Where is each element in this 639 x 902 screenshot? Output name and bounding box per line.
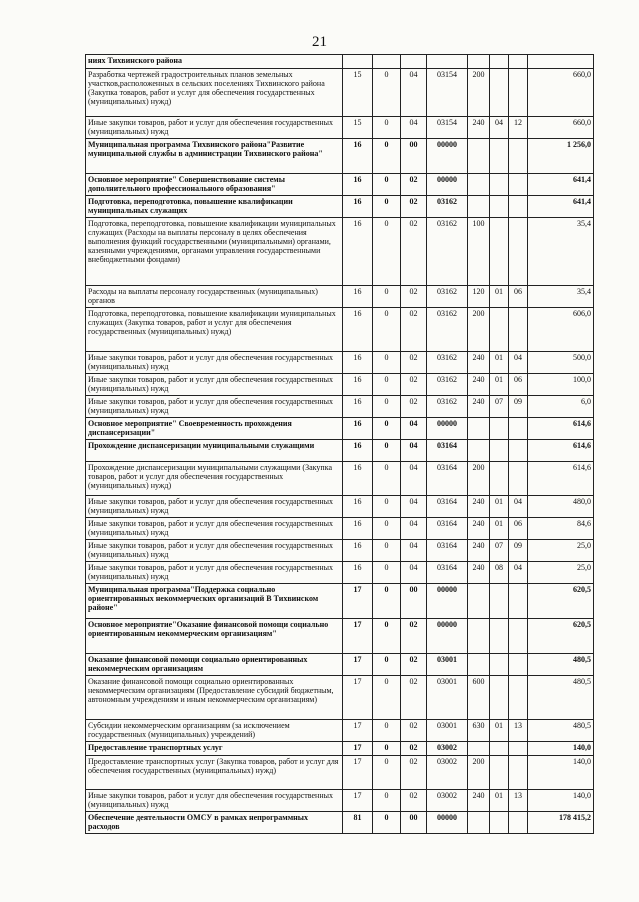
cell-code-4: 03002 [427,742,468,756]
cell-code-3: 02 [401,286,427,308]
cell-code-1: 17 [343,654,373,676]
cell-description: Иные закупки товаров, работ и услуг для обеспечения государственных (муниципальных) нужд [86,352,343,374]
cell-amount: 178 415,2 [528,812,594,834]
cell-code-3: 02 [401,396,427,418]
cell-code-7: 04 [509,496,528,518]
cell-description: Субсидии некоммерческим организациям (за исключением государственных (муниципальных) учреждений) [86,720,343,742]
table-row [86,619,594,654]
cell-code-5: 600 [468,676,490,720]
cell-code-3: 04 [401,540,427,562]
cell-amount: 614,6 [528,462,594,496]
cell-code-1: 16 [343,139,373,174]
cell-amount: 614,6 [528,440,594,462]
cell-code-7: 09 [509,396,528,418]
cell-code-1: 17 [343,790,373,812]
cell-code-3: 02 [401,352,427,374]
cell-code-4: 03001 [427,676,468,720]
table-row [86,676,594,720]
cell-code-2: 0 [373,584,401,619]
budget-table-body [86,55,594,834]
cell-code-6 [490,676,509,720]
cell-amount: 25,0 [528,540,594,562]
cell-amount: 1 256,0 [528,139,594,174]
cell-code-6: 07 [490,540,509,562]
cell-code-1: 15 [343,117,373,139]
cell-code-2 [373,55,401,69]
cell-code-6 [490,139,509,174]
cell-code-6 [490,55,509,69]
cell-code-7 [509,55,528,69]
cell-code-7 [509,462,528,496]
cell-code-7: 06 [509,286,528,308]
cell-code-2: 0 [373,540,401,562]
cell-amount: 84,6 [528,518,594,540]
cell-code-4: 03162 [427,196,468,218]
cell-description: Предоставление транспортных услуг (Закупка товаров, работ и услуг для обеспечения государственных (муниципальных) нужд) [86,756,343,790]
cell-description: Муниципальная программа"Поддержка социально ориентированных некоммерческих организаций В Тихвинском районе" [86,584,343,619]
cell-description: Обеспечение деятельности ОМСУ в рамках непрограммных расходов [86,812,343,834]
cell-code-5 [468,654,490,676]
cell-code-5: 200 [468,308,490,352]
table-row [86,756,594,790]
cell-amount: 140,0 [528,756,594,790]
cell-amount: 100,0 [528,374,594,396]
cell-code-3: 02 [401,374,427,396]
cell-code-4: 03162 [427,352,468,374]
cell-code-2: 0 [373,462,401,496]
cell-code-5 [468,584,490,619]
table-row [86,790,594,812]
cell-code-7 [509,139,528,174]
cell-code-6 [490,218,509,286]
table-row [86,308,594,352]
cell-code-5 [468,619,490,654]
table-row [86,55,594,69]
cell-amount: 614,6 [528,418,594,440]
cell-code-4: 03164 [427,562,468,584]
cell-code-6: 01 [490,790,509,812]
cell-description: ниях Тихвинского района [86,55,343,69]
cell-code-7 [509,812,528,834]
cell-code-4: 03164 [427,540,468,562]
cell-code-7 [509,584,528,619]
table-row [86,440,594,462]
cell-code-4: 03164 [427,496,468,518]
cell-code-6 [490,742,509,756]
cell-code-6 [490,654,509,676]
cell-code-2: 0 [373,756,401,790]
table-row [86,812,594,834]
cell-code-6 [490,812,509,834]
cell-description: Иные закупки товаров, работ и услуг для обеспечения государственных (муниципальных) нужд [86,540,343,562]
cell-code-3: 04 [401,69,427,117]
cell-description: Разработка чертежей градостроительных планов земельных участков,расположенных в сельских поселениях Тихвинского района (Закупка товаров, работ и услуг для обеспечения государственных (муниципальных) нужд) [86,69,343,117]
cell-code-2: 0 [373,418,401,440]
cell-description: Иные закупки товаров, работ и услуг для обеспечения государственных (муниципальных) нужд [86,518,343,540]
cell-code-7: 04 [509,352,528,374]
cell-code-6 [490,462,509,496]
cell-description: Основное мероприятие"Оказание финансовой помощи социально ориентированным некоммерческим организациям" [86,619,343,654]
cell-code-5 [468,139,490,174]
cell-code-4: 00000 [427,174,468,196]
cell-code-7 [509,756,528,790]
cell-amount: 140,0 [528,742,594,756]
cell-code-2: 0 [373,396,401,418]
cell-code-1: 17 [343,720,373,742]
table-row [86,286,594,308]
cell-code-2: 0 [373,619,401,654]
cell-code-4: 00000 [427,584,468,619]
cell-code-4: 03162 [427,286,468,308]
cell-amount: 480,5 [528,676,594,720]
table-row [86,462,594,496]
cell-code-6 [490,308,509,352]
cell-code-6: 01 [490,374,509,396]
cell-amount: 641,4 [528,174,594,196]
cell-code-5 [468,418,490,440]
cell-code-5: 120 [468,286,490,308]
cell-amount: 25,0 [528,562,594,584]
cell-code-7 [509,174,528,196]
cell-code-7 [509,742,528,756]
cell-code-3: 02 [401,308,427,352]
cell-code-3: 04 [401,562,427,584]
table-row [86,418,594,440]
cell-code-5: 240 [468,518,490,540]
cell-code-4 [427,55,468,69]
cell-description: Оказание финансовой помощи социально ориентированных некоммерческим организациям (Предоставление субсидий бюджетным, автономным учреждениям и иным некоммерческим организациям) [86,676,343,720]
cell-code-2: 0 [373,117,401,139]
cell-description: Основное мероприятие" Совершенствование системы дополнительного профессионального образования" [86,174,343,196]
cell-code-2: 0 [373,720,401,742]
table-row [86,174,594,196]
cell-code-3: 04 [401,117,427,139]
cell-code-1: 16 [343,352,373,374]
cell-code-1: 17 [343,742,373,756]
cell-code-1: 16 [343,462,373,496]
cell-code-5: 240 [468,790,490,812]
cell-amount: 606,0 [528,308,594,352]
cell-amount: 140,0 [528,790,594,812]
cell-code-5: 240 [468,562,490,584]
table-row [86,540,594,562]
cell-code-4: 03001 [427,720,468,742]
table-row [86,196,594,218]
cell-amount: 480,5 [528,654,594,676]
cell-code-3: 00 [401,584,427,619]
cell-code-2: 0 [373,374,401,396]
cell-code-4: 03164 [427,462,468,496]
cell-code-3: 04 [401,496,427,518]
cell-code-6: 01 [490,286,509,308]
cell-code-4: 03162 [427,308,468,352]
cell-code-2: 0 [373,352,401,374]
cell-code-5: 240 [468,396,490,418]
cell-code-3: 04 [401,418,427,440]
cell-code-3: 00 [401,812,427,834]
table-row [86,720,594,742]
cell-description: Оказание финансовой помощи социально ориентированных некоммерческим организациям [86,654,343,676]
cell-code-2: 0 [373,218,401,286]
cell-code-3: 00 [401,139,427,174]
cell-code-7: 06 [509,518,528,540]
cell-code-6 [490,69,509,117]
cell-description: Предоставление транспортных услуг [86,742,343,756]
cell-code-7: 09 [509,540,528,562]
cell-code-4: 03002 [427,790,468,812]
cell-description: Иные закупки товаров, работ и услуг для обеспечения государственных (муниципальных) нужд [86,396,343,418]
cell-code-3 [401,55,427,69]
cell-code-7: 04 [509,562,528,584]
cell-code-7 [509,218,528,286]
cell-amount: 660,0 [528,69,594,117]
cell-code-1: 16 [343,374,373,396]
cell-amount: 480,0 [528,496,594,518]
cell-code-7 [509,308,528,352]
cell-code-2: 0 [373,518,401,540]
cell-code-3: 02 [401,654,427,676]
cell-code-2: 0 [373,496,401,518]
cell-amount: 620,5 [528,619,594,654]
cell-code-3: 02 [401,790,427,812]
table-row [86,352,594,374]
cell-code-1: 16 [343,518,373,540]
cell-code-5: 240 [468,496,490,518]
page-number: 21 [312,34,327,50]
cell-code-5: 240 [468,352,490,374]
table-row [86,374,594,396]
cell-description: Расходы на выплаты персоналу государственных (муниципальных) органов [86,286,343,308]
cell-amount: 641,4 [528,196,594,218]
cell-code-1: 16 [343,286,373,308]
cell-code-7: 12 [509,117,528,139]
cell-code-1: 15 [343,69,373,117]
cell-description: Иные закупки товаров, работ и услуг для обеспечения государственных (муниципальных) нужд [86,790,343,812]
cell-code-6: 01 [490,518,509,540]
budget-table [85,54,594,834]
table-row [86,496,594,518]
cell-description: Подготовка, переподготовка, повышение квалификации муниципальных служащих (Расходы на выплаты персоналу в целях обеспечения выполнения функций государственными (муниципальными) органами, казенными учреждениями, органами управления государственными внебюджетными фондами) [86,218,343,286]
cell-code-2: 0 [373,196,401,218]
table-row [86,562,594,584]
cell-code-1: 16 [343,196,373,218]
cell-amount: 660,0 [528,117,594,139]
cell-code-2: 0 [373,742,401,756]
cell-code-4: 00000 [427,139,468,174]
cell-code-1: 16 [343,218,373,286]
cell-code-3: 04 [401,462,427,496]
cell-amount: 35,4 [528,286,594,308]
table-row [86,654,594,676]
cell-code-6: 01 [490,720,509,742]
cell-code-3: 02 [401,196,427,218]
cell-code-7 [509,418,528,440]
cell-code-4: 00000 [427,418,468,440]
cell-code-4: 03154 [427,117,468,139]
cell-code-2: 0 [373,790,401,812]
cell-code-6 [490,440,509,462]
cell-code-1: 16 [343,540,373,562]
cell-code-6 [490,196,509,218]
cell-code-4: 00000 [427,812,468,834]
cell-code-1 [343,55,373,69]
cell-code-4: 03162 [427,374,468,396]
cell-code-1: 81 [343,812,373,834]
table-row [86,69,594,117]
cell-description: Основное мероприятие" Своевременность прохождения диспансеризации" [86,418,343,440]
cell-code-6: 01 [490,352,509,374]
cell-description: Иные закупки товаров, работ и услуг для обеспечения государственных (муниципальных) нужд [86,117,343,139]
cell-description: Иные закупки товаров, работ и услуг для обеспечения государственных (муниципальных) нужд [86,496,343,518]
cell-code-7: 13 [509,790,528,812]
cell-code-2: 0 [373,440,401,462]
cell-code-3: 02 [401,619,427,654]
cell-code-5 [468,812,490,834]
cell-code-4: 03164 [427,440,468,462]
table-row [86,218,594,286]
cell-description: Прохождение диспансеризации муниципальными служащими (Закупка товаров, работ и услуг для обеспечения государственных (муниципальных) нужд) [86,462,343,496]
cell-code-4: 03164 [427,518,468,540]
cell-code-4: 03001 [427,654,468,676]
cell-code-5 [468,440,490,462]
cell-amount [528,55,594,69]
cell-amount: 6,0 [528,396,594,418]
cell-code-4: 03002 [427,756,468,790]
cell-code-2: 0 [373,812,401,834]
cell-code-3: 04 [401,440,427,462]
cell-code-2: 0 [373,676,401,720]
cell-code-5: 630 [468,720,490,742]
cell-code-7: 13 [509,720,528,742]
cell-code-2: 0 [373,139,401,174]
cell-code-4: 00000 [427,619,468,654]
cell-code-7 [509,619,528,654]
cell-code-6 [490,418,509,440]
cell-code-1: 17 [343,756,373,790]
cell-code-6: 08 [490,562,509,584]
cell-code-1: 16 [343,496,373,518]
cell-code-6: 01 [490,496,509,518]
table-row [86,742,594,756]
cell-code-6 [490,174,509,196]
table-row [86,584,594,619]
cell-code-5 [468,196,490,218]
cell-code-1: 16 [343,308,373,352]
cell-code-5: 100 [468,218,490,286]
cell-code-7 [509,196,528,218]
cell-code-2: 0 [373,562,401,584]
cell-code-7 [509,440,528,462]
cell-code-6 [490,619,509,654]
cell-amount: 500,0 [528,352,594,374]
cell-code-3: 02 [401,756,427,790]
cell-code-3: 02 [401,720,427,742]
cell-code-1: 17 [343,619,373,654]
cell-description: Подготовка, переподготовка, повышение квалификации муниципальных служащих (Закупка товаров, работ и услуг для обеспечения государственных (муниципальных) нужд) [86,308,343,352]
cell-code-3: 02 [401,174,427,196]
cell-code-5: 240 [468,374,490,396]
cell-code-4: 03154 [427,69,468,117]
cell-code-3: 02 [401,218,427,286]
cell-code-7 [509,69,528,117]
cell-code-5: 200 [468,462,490,496]
cell-code-6: 04 [490,117,509,139]
cell-code-2: 0 [373,286,401,308]
cell-code-5: 240 [468,117,490,139]
cell-description: Муниципальная программа Тихвинского района"Развитие муниципальной службы в администрации Тихвинского района" [86,139,343,174]
cell-code-1: 16 [343,562,373,584]
cell-code-3: 02 [401,742,427,756]
cell-code-1: 16 [343,174,373,196]
cell-code-2: 0 [373,174,401,196]
cell-code-7 [509,654,528,676]
cell-code-1: 17 [343,584,373,619]
cell-code-4: 03162 [427,218,468,286]
cell-description: Прохождение диспансеризации муниципальными служащими [86,440,343,462]
table-row [86,518,594,540]
cell-code-1: 16 [343,418,373,440]
cell-code-1: 16 [343,440,373,462]
table-row [86,139,594,174]
cell-code-4: 03162 [427,396,468,418]
cell-code-5 [468,742,490,756]
cell-code-2: 0 [373,308,401,352]
cell-code-6 [490,756,509,790]
cell-amount: 35,4 [528,218,594,286]
cell-code-5: 200 [468,756,490,790]
cell-code-1: 17 [343,676,373,720]
cell-code-3: 02 [401,676,427,720]
cell-code-5: 200 [468,69,490,117]
cell-description: Подготовка, переподготовка, повышение квалификации муниципальных служащих [86,196,343,218]
cell-code-2: 0 [373,654,401,676]
cell-code-6 [490,584,509,619]
table-row [86,396,594,418]
cell-code-2: 0 [373,69,401,117]
cell-code-5: 240 [468,540,490,562]
cell-amount: 480,5 [528,720,594,742]
cell-code-5 [468,55,490,69]
cell-code-5 [468,174,490,196]
cell-code-7: 06 [509,374,528,396]
cell-code-3: 04 [401,518,427,540]
cell-code-6: 07 [490,396,509,418]
cell-code-1: 16 [343,396,373,418]
cell-description: Иные закупки товаров, работ и услуг для обеспечения государственных (муниципальных) нужд [86,374,343,396]
cell-amount: 620,5 [528,584,594,619]
cell-description: Иные закупки товаров, работ и услуг для обеспечения государственных (муниципальных) нужд [86,562,343,584]
table-row [86,117,594,139]
cell-code-7 [509,676,528,720]
